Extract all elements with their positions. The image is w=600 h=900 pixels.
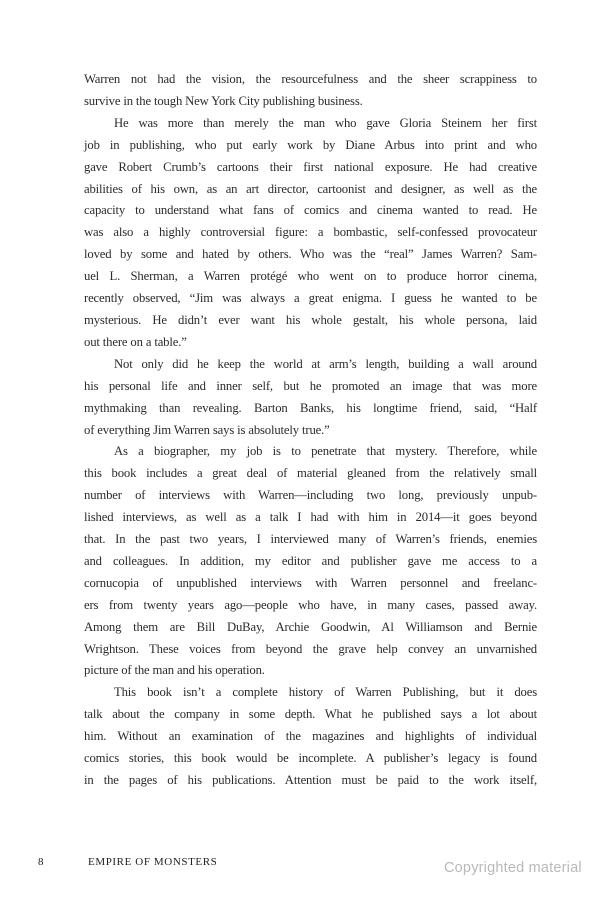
text-line: number of interviews with Warren—including two long, previously unpub- xyxy=(84,488,537,503)
text-line: in the pages of his publications. Attention must be paid to the work itself, xyxy=(84,773,537,787)
text-line: comics stories, this book would be incomplete. A publisher’s legacy is found xyxy=(84,751,537,766)
text-line: gave Robert Crumb’s cartoons their first national exposure. He had creative xyxy=(84,159,537,174)
text-line: Not only did he keep the world at arm’s length, building a wall around xyxy=(114,356,537,371)
text-line: Warren not had the vision, the resourcefulness and the sheer scrappiness to xyxy=(84,72,537,86)
text-line: him. Without an examination of the magazines and highlights of individual xyxy=(84,729,537,744)
text-line: recently observed, “Jim was always a great enigma. I guess he wanted to be xyxy=(84,291,537,306)
text-line: cornucopia of unpublished interviews with Warren personnel and freelanc- xyxy=(84,575,537,590)
text-line: lished interviews, as well as a talk I had with him in 2014—it goes beyond xyxy=(84,510,537,525)
text-line: capacity to understand what fans of comics and cinema wanted to read. He xyxy=(84,203,537,218)
text-line: talk about the company in some depth. What he published says a lot about xyxy=(84,707,537,722)
text-line: As a biographer, my job is to penetrate that mystery. Therefore, while xyxy=(114,444,537,459)
text-line: this book includes a great deal of material gleaned from the relatively small xyxy=(84,466,537,481)
text-line: This book isn’t a complete history of Warren Publishing, but it does xyxy=(114,685,537,700)
running-head: EMPIRE OF MONSTERS xyxy=(88,856,218,868)
copyright-watermark: Copyrighted material xyxy=(444,860,582,876)
text-line: that. In the past two years, I interviewed many of Warren’s friends, enemies xyxy=(84,532,537,547)
text-line: out there on a table.” xyxy=(84,334,187,349)
text-line: uel L. Sherman, a Warren protégé who went on to produce horror cinema, xyxy=(84,269,537,284)
text-line: picture of the man and his operation. xyxy=(84,663,265,678)
text-line: and colleagues. In addition, my editor and publisher gave me access to a xyxy=(84,553,537,568)
page-number: 8 xyxy=(38,856,44,868)
text-line: was also a highly controversial figure: a bombastic, self-confessed provocateur xyxy=(84,225,537,240)
text-line: mysterious. He didn’t ever want his whole gestalt, his whole persona, laid xyxy=(84,312,537,327)
text-line: He was more than merely the man who gave Gloria Steinem her first xyxy=(114,115,537,130)
text-line: Wrightson. These voices from beyond the grave help convey an unvarnished xyxy=(84,641,537,656)
text-line: of everything Jim Warren says is absolutely true.” xyxy=(84,422,330,437)
text-line: survive in the tough New York City publishing business. xyxy=(84,93,363,108)
text-line: his personal life and inner self, but he promoted an image that was more xyxy=(84,378,537,393)
text-line: abilities of his own, as an art director, cartoonist and designer, as well as the xyxy=(84,181,537,196)
text-line: Among them are Bill DuBay, Archie Goodwin, Al Williamson and Bernie xyxy=(84,619,537,634)
text-line: mythmaking than revealing. Barton Banks, his longtime friend, said, “Half xyxy=(84,400,537,415)
text-line: ers from twenty years ago—people who have, in many cases, passed away. xyxy=(84,597,537,612)
page-body-text xyxy=(84,69,537,792)
text-line: job in publishing, who put early work by Diane Arbus into print and who xyxy=(84,137,537,152)
text-line: loved by some and hated by others. Who was the “real” James Warren? Sam- xyxy=(84,247,537,262)
